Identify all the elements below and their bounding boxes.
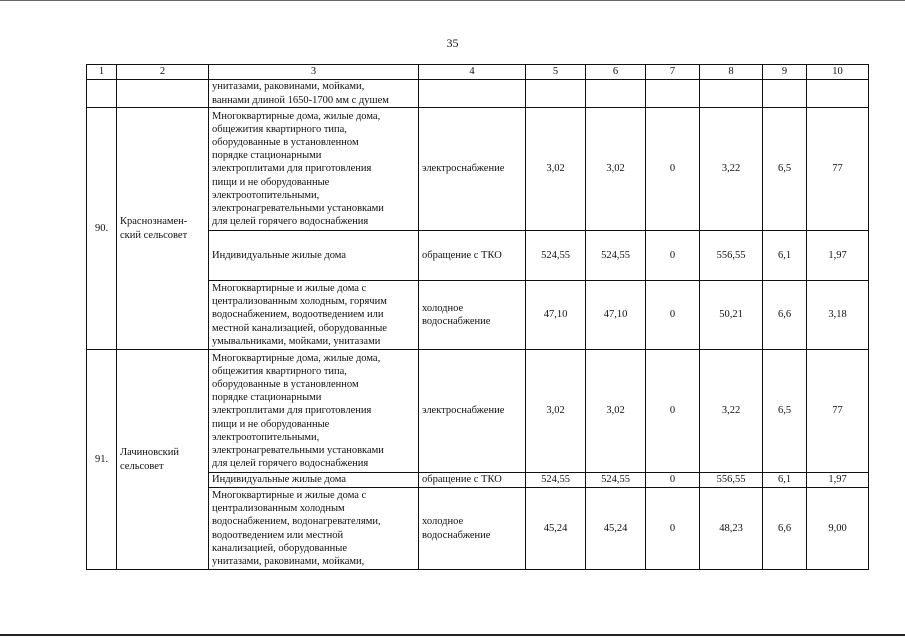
service-cell bbox=[419, 488, 526, 570]
description-line: общежития квартирного типа, bbox=[212, 124, 347, 136]
locality-line: сельсовет bbox=[120, 460, 164, 472]
value-cell: 77 bbox=[807, 350, 869, 473]
value-cell: 0 bbox=[646, 108, 700, 231]
column-number: 7 bbox=[646, 65, 700, 80]
service-line: обращение с ТКО bbox=[422, 249, 502, 261]
description-line: электроплитами для приготовления bbox=[212, 163, 372, 175]
value-cell: 1,97 bbox=[807, 473, 869, 488]
page-number: 35 bbox=[446, 36, 459, 50]
value-cell: 9,00 bbox=[807, 488, 869, 570]
description-line: водоснабжением, водонагревателями, bbox=[212, 516, 381, 528]
description-line: порядке стационарными bbox=[212, 392, 322, 404]
value-cell: 556,55 bbox=[700, 231, 763, 281]
value-cell: 524,55 bbox=[586, 231, 646, 281]
value-cell bbox=[646, 80, 700, 108]
description-line: порядке стационарными bbox=[212, 150, 322, 162]
column-number: 10 bbox=[807, 65, 869, 80]
group-number-cell: 91. bbox=[87, 350, 117, 570]
service-line: холодное bbox=[422, 302, 464, 314]
description-cell bbox=[209, 488, 419, 570]
description-line: пищи и не оборудованные bbox=[212, 418, 330, 430]
value-cell: 6,1 bbox=[763, 231, 807, 281]
column-number: 6 bbox=[586, 65, 646, 80]
value-cell: 556,55 bbox=[700, 473, 763, 488]
table-row bbox=[87, 108, 869, 231]
value-cell: 6,1 bbox=[763, 473, 807, 488]
value-cell: 45,24 bbox=[586, 488, 646, 570]
value-cell: 3,22 bbox=[700, 350, 763, 473]
value-cell: 3,18 bbox=[807, 281, 869, 350]
description-cell bbox=[209, 80, 419, 108]
column-number-row bbox=[87, 65, 869, 80]
description-line: ваннами длиной 1650-1700 мм с душем bbox=[212, 94, 389, 106]
value-cell: 3,22 bbox=[700, 108, 763, 231]
locality-cell bbox=[117, 108, 209, 350]
locality-line: Лачиновский bbox=[120, 447, 180, 459]
group-number-cell bbox=[87, 80, 117, 108]
value-cell: 0 bbox=[646, 473, 700, 488]
column-number: 8 bbox=[700, 65, 763, 80]
value-cell: 0 bbox=[646, 281, 700, 350]
value-cell: 77 bbox=[807, 108, 869, 231]
description-line: Многоквартирные дома, жилые дома, bbox=[212, 352, 381, 364]
table-row bbox=[87, 80, 869, 108]
value-cell: 0 bbox=[646, 231, 700, 281]
value-cell: 6,6 bbox=[763, 281, 807, 350]
service-cell bbox=[419, 108, 526, 231]
description-line: пищи и не оборудованные bbox=[212, 176, 330, 188]
description-line: Индивидуальные жилые дома bbox=[212, 249, 347, 261]
service-line: водоснабжение bbox=[422, 529, 491, 541]
description-line: централизованным холодным bbox=[212, 503, 345, 515]
service-cell bbox=[419, 473, 526, 488]
description-line: водоотведением или местной bbox=[212, 529, 344, 541]
value-cell: 47,10 bbox=[586, 281, 646, 350]
value-cell: 0 bbox=[646, 488, 700, 570]
description-line: водоснабжением, водоотведением или bbox=[212, 309, 384, 321]
value-cell: 6,6 bbox=[763, 488, 807, 570]
value-cell: 524,55 bbox=[526, 473, 586, 488]
description-line: умывальниками, мойками, унитазами bbox=[212, 335, 381, 347]
description-line: электронагревательными установками bbox=[212, 444, 384, 456]
description-line: электроплитами для приготовления bbox=[212, 405, 372, 417]
service-line: водоснабжение bbox=[422, 316, 491, 327]
service-line: электроснабжение bbox=[422, 405, 505, 417]
description-cell bbox=[209, 473, 419, 488]
description-line: электроотопительными, bbox=[212, 431, 320, 443]
description-line: Многоквартирные дома, жилые дома, bbox=[212, 110, 381, 122]
locality-cell bbox=[117, 80, 209, 108]
value-cell bbox=[526, 80, 586, 108]
value-cell: 524,55 bbox=[586, 473, 646, 488]
description-line: оборудованные в установленном bbox=[212, 137, 359, 149]
description-line: для целей горячего водоснабжения bbox=[212, 457, 369, 469]
service-line: обращение с ТКО bbox=[422, 474, 502, 486]
description-cell bbox=[209, 108, 419, 231]
column-number: 4 bbox=[419, 65, 526, 80]
tariff-table bbox=[86, 64, 869, 570]
description-line: унитазами, раковинами, мойками, bbox=[212, 555, 365, 567]
locality-line: Краснознамен- bbox=[120, 216, 188, 228]
value-cell: 3,02 bbox=[526, 350, 586, 473]
description-line: электронагревательными установками bbox=[212, 202, 384, 214]
value-cell: 47,10 bbox=[526, 281, 586, 350]
service-cell bbox=[419, 350, 526, 473]
description-cell bbox=[209, 281, 419, 350]
description-line: электроотопительными, bbox=[212, 189, 320, 201]
page-top-rule bbox=[0, 0, 905, 1]
locality-line: ский сельсовет bbox=[120, 229, 188, 241]
description-line: местной канализацией, оборудованные bbox=[212, 322, 387, 334]
column-number: 9 bbox=[763, 65, 807, 80]
value-cell bbox=[586, 80, 646, 108]
service-line: электроснабжение bbox=[422, 163, 505, 175]
value-cell: 0 bbox=[646, 350, 700, 473]
description-line: оборудованные в установленном bbox=[212, 379, 359, 391]
value-cell: 50,21 bbox=[700, 281, 763, 350]
value-cell: 45,24 bbox=[526, 488, 586, 570]
value-cell: 6,5 bbox=[763, 108, 807, 231]
group-number-cell: 90. bbox=[87, 108, 117, 350]
description-line: Многоквартирные и жилые дома с bbox=[212, 283, 367, 295]
value-cell bbox=[700, 80, 763, 108]
description-line: для целей горячего водоснабжения bbox=[212, 215, 369, 227]
value-cell: 6,5 bbox=[763, 350, 807, 473]
table-row bbox=[87, 350, 869, 473]
description-line: общежития квартирного типа, bbox=[212, 366, 347, 378]
service-cell bbox=[419, 281, 526, 350]
value-cell bbox=[763, 80, 807, 108]
value-cell: 1,97 bbox=[807, 231, 869, 281]
description-line: Индивидуальные жилые дома bbox=[212, 474, 347, 486]
description-line: Многоквартирные и жилые дома с bbox=[212, 490, 367, 502]
description-cell bbox=[209, 350, 419, 473]
value-cell: 3,02 bbox=[586, 108, 646, 231]
description-line: унитазами, раковинами, мойками, bbox=[212, 81, 365, 93]
column-number: 2 bbox=[117, 65, 209, 80]
column-number: 5 bbox=[526, 65, 586, 80]
description-line: канализацией, оборудованные bbox=[212, 542, 347, 554]
locality-cell bbox=[117, 350, 209, 570]
value-cell bbox=[807, 80, 869, 108]
column-number: 3 bbox=[209, 65, 419, 80]
value-cell: 48,23 bbox=[700, 488, 763, 570]
page-bottom-rule bbox=[0, 634, 905, 636]
description-cell bbox=[209, 231, 419, 281]
service-line: холодное bbox=[422, 516, 464, 528]
description-line: централизованным холодным, горячим bbox=[212, 296, 387, 308]
value-cell: 524,55 bbox=[526, 231, 586, 281]
service-cell bbox=[419, 231, 526, 281]
service-cell bbox=[419, 80, 526, 108]
value-cell: 3,02 bbox=[526, 108, 586, 231]
column-number: 1 bbox=[87, 65, 117, 80]
value-cell: 3,02 bbox=[586, 350, 646, 473]
